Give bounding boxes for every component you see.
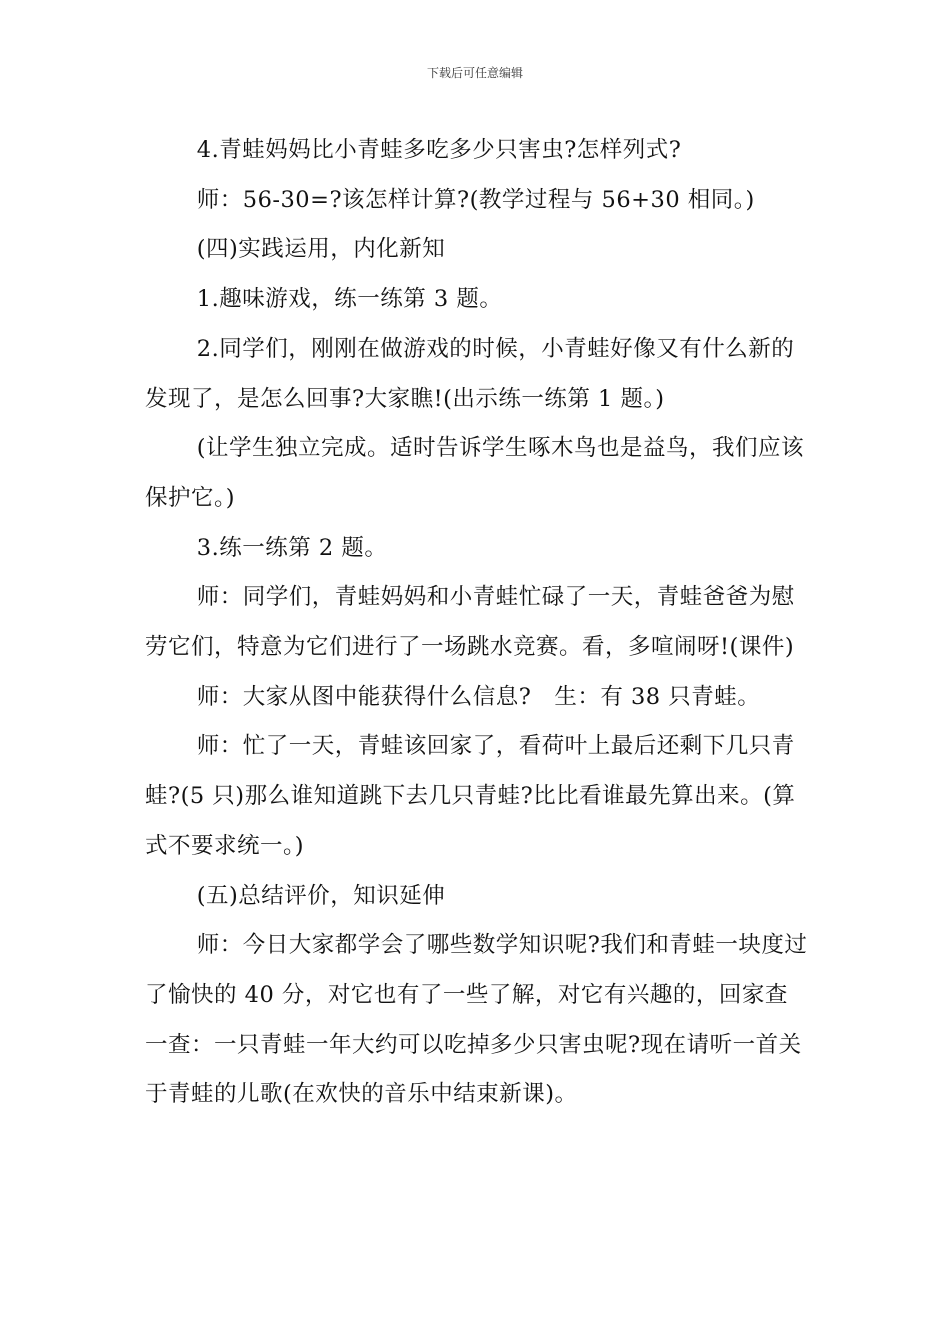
section-heading-summary: (五)总结评价，知识延伸 <box>196 882 446 909</box>
document-body <box>145 126 810 1120</box>
paragraph-teacher-remaining-frogs: 师：忙了一天，青蛙该回家了，看荷叶上最后还剩下几只青蛙?(5 只)那么谁知道跳下去几只青蛙?比比看谁最先算出来。(算式不要求统一。) <box>145 733 796 859</box>
page-header: 下载后可任意编辑 <box>426 66 523 80</box>
paragraph-item-2: 2.同学们，刚刚在做游戏的时候，小青蛙好像又有什么新的发现了，是怎么回事?大家瞧!(出示练一练第 1 题。) <box>145 335 795 412</box>
paragraph-teacher-diving: 师：同学们，青蛙妈妈和小青蛙忙碌了一天，青蛙爸爸为慰劳它们，特意为它们进行了一场跳水竞赛。看，多喧闹呀!(课件) <box>145 584 795 661</box>
paragraph-teacher-information: 师：大家从图中能获得什么信息? 生：有 38 只青蛙。 <box>196 683 761 710</box>
paragraph-teacher-summary: 师：今日大家都学会了哪些数学知识呢?我们和青蛙一块度过了愉快的 40 分，对它也有了一些了解，对它有兴趣的，回家查一查：一只青蛙一年大约可以吃掉多少只害虫呢?现在请听一首关于青蛙的儿歌(在欢快的音乐中结束新课)。 <box>145 932 808 1108</box>
section-heading-practice: (四)实践运用，内化新知 <box>196 236 446 263</box>
paragraph-note-woodpecker: (让学生独立完成。适时告诉学生啄木鸟也是益鸟，我们应该保护它。) <box>145 435 805 511</box>
paragraph-item-3: 3.练一练第 2 题。 <box>196 534 388 561</box>
paragraph-question-4: 4.青蛙妈妈比小青蛙多吃多少只害虫?怎样列式? <box>196 137 682 163</box>
paragraph-item-1: 1.趣味游戏，练一练第 3 题。 <box>196 286 503 313</box>
paragraph-teacher-subtraction: 师：56-30=?该怎样计算?(教学过程与 56+30 相同。) <box>196 186 755 213</box>
